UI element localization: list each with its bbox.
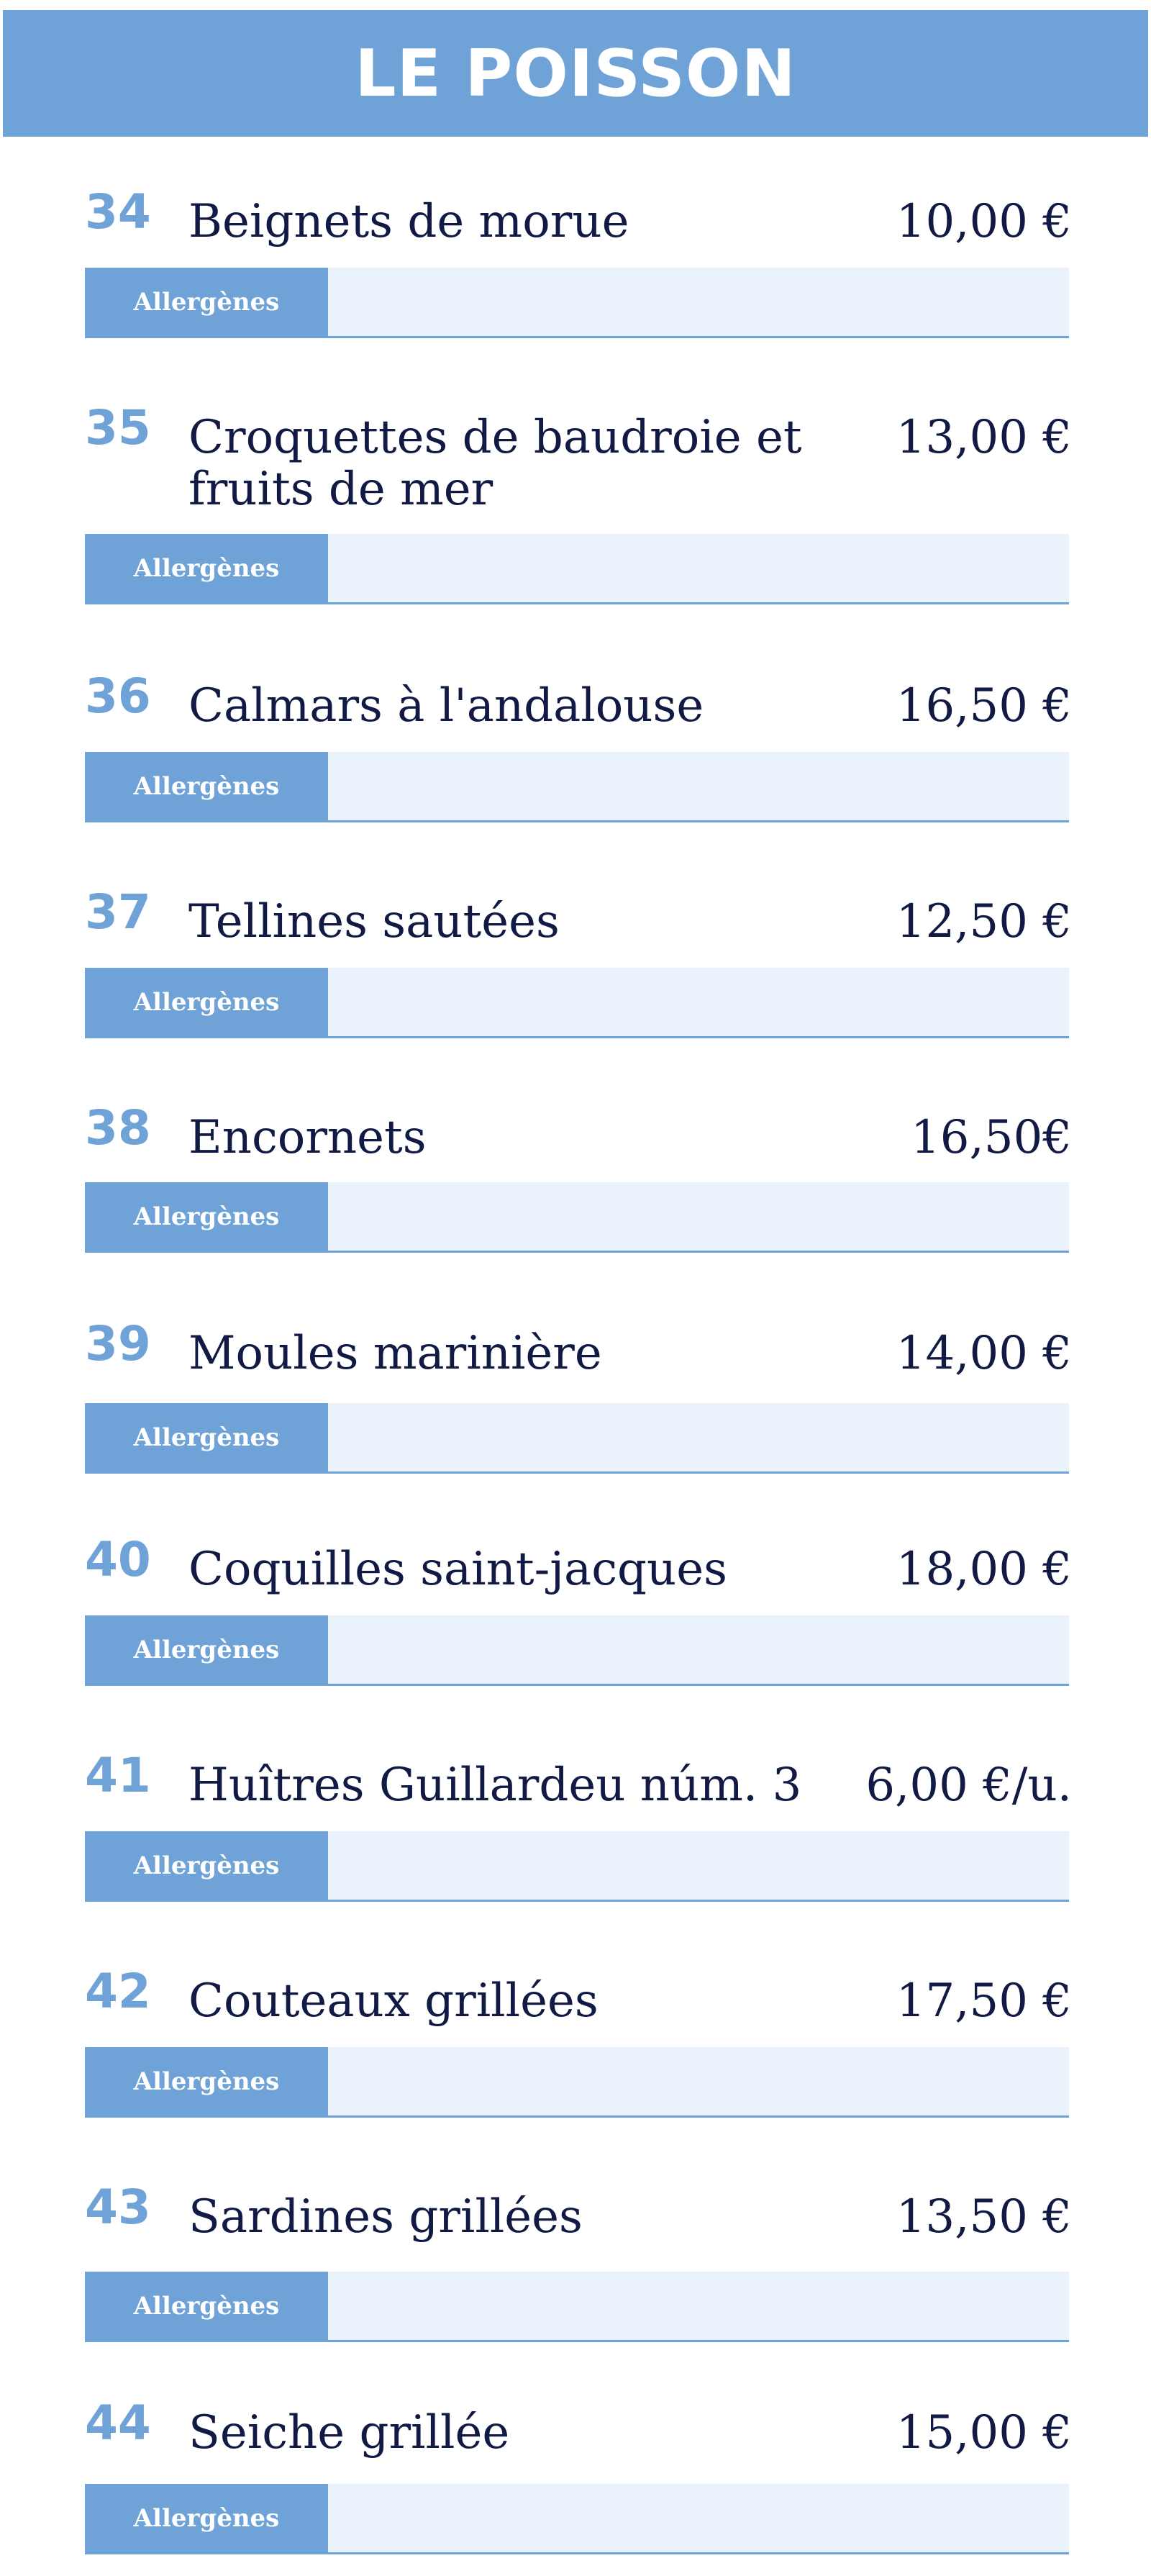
allergens-button[interactable]: Allergènes	[85, 2272, 328, 2340]
item-number: 36	[85, 668, 151, 724]
allergens-button[interactable]: Allergènes	[85, 2047, 328, 2115]
item-price: 6,00 €/u.	[865, 1759, 1072, 1812]
allergen-bar	[85, 2484, 1069, 2554]
item-price: 18,00 €	[896, 1543, 1072, 1596]
item-number: 40	[85, 1532, 151, 1587]
section-title: LE POISSON	[355, 35, 796, 112]
allergens-button[interactable]: Allergènes	[85, 268, 328, 336]
allergen-bar	[85, 1615, 1069, 1686]
allergens-button[interactable]: Allergènes	[85, 534, 328, 602]
item-price: 13,00 €	[896, 411, 1072, 464]
item-price: 16,50€	[911, 1111, 1072, 1164]
item-number: 39	[85, 1316, 151, 1371]
item-price: 15,00 €	[896, 2406, 1072, 2459]
item-price: 13,50 €	[896, 2190, 1072, 2244]
allergen-bar	[85, 1403, 1069, 1474]
item-price: 14,00 €	[896, 1327, 1072, 1380]
item-number: 35	[85, 400, 151, 455]
allergen-bar	[85, 534, 1069, 604]
item-number: 38	[85, 1100, 151, 1156]
item-name: Sardines grillées	[188, 2190, 583, 2244]
allergen-bar	[85, 752, 1069, 822]
item-name: Croquettes de baudroie et fruits de mer	[188, 411, 802, 516]
item-name: Tellines sautées	[188, 895, 560, 948]
item-price: 17,50 €	[896, 1974, 1072, 2028]
allergen-bar	[85, 968, 1069, 1038]
item-name: Moules marinière	[188, 1327, 602, 1380]
allergen-bar	[85, 1831, 1069, 1902]
item-number: 43	[85, 2180, 151, 2235]
allergens-button[interactable]: Allergènes	[85, 752, 328, 820]
allergens-button[interactable]: Allergènes	[85, 968, 328, 1036]
item-name: Calmars à l'andalouse	[188, 679, 704, 733]
allergens-button[interactable]: Allergènes	[85, 1403, 328, 1471]
item-name: Couteaux grillées	[188, 1974, 599, 2028]
allergen-bar	[85, 1182, 1069, 1253]
allergen-bar	[85, 2272, 1069, 2342]
allergens-button[interactable]: Allergènes	[85, 1831, 328, 1900]
item-price: 10,00 €	[896, 195, 1072, 248]
allergen-bar	[85, 268, 1069, 338]
item-name: Seiche grillée	[188, 2406, 510, 2459]
item-name: Encornets	[188, 1111, 427, 1164]
item-name: Coquilles saint-jacques	[188, 1543, 727, 1596]
allergen-bar	[85, 2047, 1069, 2118]
item-number: 37	[85, 884, 151, 940]
item-name: Huîtres Guillardeu núm. 3	[188, 1759, 802, 1812]
section-header	[3, 10, 1148, 137]
item-number: 34	[85, 184, 151, 240]
item-number: 42	[85, 1964, 151, 2019]
item-name: Beignets de morue	[188, 195, 629, 248]
item-price: 12,50 €	[896, 895, 1072, 948]
item-price: 16,50 €	[896, 679, 1072, 733]
allergens-button[interactable]: Allergènes	[85, 1615, 328, 1684]
item-number: 44	[85, 2395, 151, 2451]
item-number: 41	[85, 1748, 151, 1803]
allergens-button[interactable]: Allergènes	[85, 2484, 328, 2552]
allergens-button[interactable]: Allergènes	[85, 1182, 328, 1251]
